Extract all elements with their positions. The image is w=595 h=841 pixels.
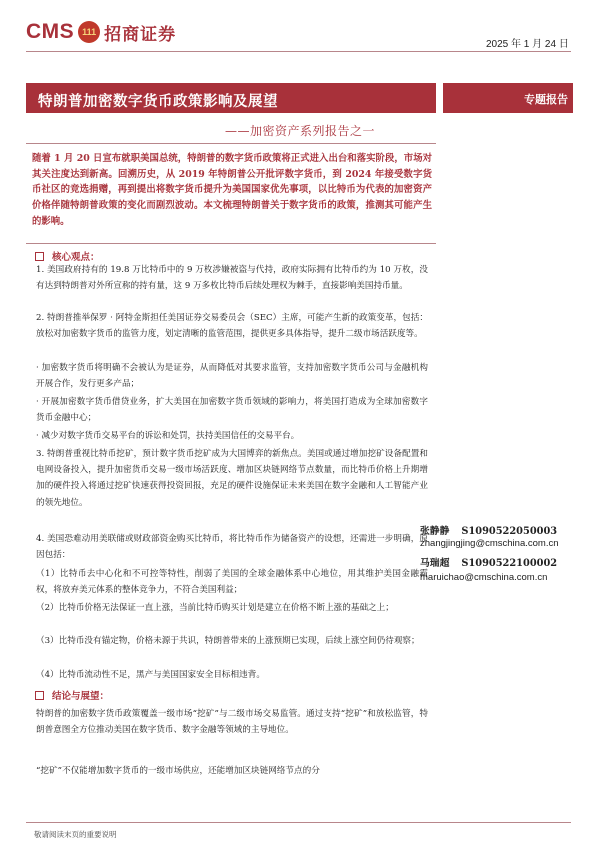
logo-badge-icon bbox=[78, 21, 100, 43]
author-1-name: 张静静 bbox=[420, 526, 450, 537]
company-logo bbox=[26, 17, 176, 47]
outlook-heading bbox=[35, 688, 109, 702]
author-1-email[interactable]: zhangjingjing@cmschina.com.cn bbox=[420, 538, 559, 549]
header-divider bbox=[26, 51, 571, 52]
report-title: 特朗普加密数字货币政策影响及展望 bbox=[38, 93, 278, 110]
point-2-bullet-1: · 加密数字货币将明确不会被认为是证券，从而降低对其要求监管，支持加密数字货币公司与金融机构开展合作，发行更多产品； bbox=[36, 363, 428, 390]
title-banner bbox=[26, 83, 436, 113]
square-bullet-icon bbox=[35, 691, 44, 700]
author-2-name: 马瑞超 bbox=[420, 558, 450, 569]
core-points-heading bbox=[35, 249, 100, 263]
logo-cms-text: CMS bbox=[26, 20, 75, 43]
outlook-paragraph-1: 特朗普的加密数字货币政策覆盖一级市场“挖矿”与二级市场交易监管。通过支持“挖矿”和放松监管，特朗普意图全方位推动美国在数字货币、数字金融等领域的主导地位。 bbox=[36, 709, 428, 736]
author-1 bbox=[420, 523, 569, 537]
point-2-bullet-3: · 减少对数字货币交易平台的诉讼和处罚，扶持美国信任的交易平台。 bbox=[36, 431, 300, 441]
point-4-reason-2: （2）比特币价格无法保证一直上涨，当前比特币购买计划是建立在价格不断上涨的基础之上； bbox=[36, 603, 394, 613]
author-1-id: S1090522050003 bbox=[461, 526, 558, 537]
report-type-label: 专题报告 bbox=[524, 93, 568, 106]
subtitle-divider bbox=[26, 143, 436, 144]
point-3: 3. 特朗普重视比特币挖矿，预计数字货币挖矿成为大国博弈的新焦点。美国或通过增加挖矿设备配置和电网设备投入，提升加密货币交易一级市场活跃度、增加区块链网络节点数量，而比特币价格上升期增加的硬件投入将通过挖矿快速获得投资回报，充足的硬件设施保证未来美国在数字金融和人工智能产业的领先地位。 bbox=[36, 449, 428, 508]
summary-paragraph: 随着 1 月 20 日宣布就职美国总统，特朗普的数字货币政策将正式进入出台和落实阶段，市场对其关注度达到新高。回溯历史，从 2019 年特朗普公开批评数字货币，到 2024 年接受数字货币社区的竞选捐赠，再到提出将数字货币提升为美国国家优先事项，以比特币为代表的加密资产价格伴随特朗普政策的变化而剧烈波动。本文梳理特朗普关于数字货币的政策，推测其可能产生的影响。 bbox=[32, 153, 432, 227]
point-4-reason-4: （4）比特币流动性不足，黑产与美国国家安全目标相违背。 bbox=[36, 670, 265, 680]
point-2-bullet-2: · 开展加密数字货币借贷业务，扩大美国在加密数字货币领域的影响力，将美国打造成为全球加密数字货币金融中心； bbox=[36, 397, 428, 424]
point-4-reason-3: （3）比特币没有锚定物，价格未源于共识，特朗普带来的上涨预期已实现，后续上涨空间仍待观察； bbox=[36, 636, 420, 646]
point-1: 1. 美国政府持有的 19.8 万比特币中的 9 万枚涉嫌被盗与代持，政府实际拥有比特币约为 10 万枚，没有达到特朗普对外所宣称的持有量，这 9 万多枚比特币后续处理权为棘手，直接影响美国持币量。 bbox=[36, 265, 428, 292]
outlook-title: 结论与展望： bbox=[52, 691, 110, 702]
point-2: 2. 特朗普推举保罗 · 阿特金斯担任美国证券交易委员会（SEC）主席，可能产生新的政策变革，包括：放松对加密数字货币的监管力度，划定清晰的监管范围，提供更多具体指导，提升二级市场活跃度等。 bbox=[36, 313, 428, 340]
report-subtitle: ——加密资产系列报告之一 bbox=[225, 124, 376, 138]
logo-badge-text: 111 bbox=[82, 27, 97, 37]
footer-disclaimer: 敬请阅读末页的重要说明 bbox=[34, 830, 117, 839]
square-bullet-icon bbox=[35, 252, 44, 261]
report-type-banner bbox=[443, 83, 573, 113]
author-2-email[interactable]: maruichao@cmschina.com.cn bbox=[420, 572, 548, 583]
point-4-reason-1: （1）比特币去中心化和不可控等特性，削弱了美国的全球金融体系中心地位，用其维护美国金融霸权，将放弃美元体系的整体竞争力，不符合美国利益； bbox=[36, 569, 428, 596]
author-2 bbox=[420, 555, 569, 569]
core-points-title: 核心观点： bbox=[52, 252, 100, 263]
footer-divider bbox=[26, 822, 571, 823]
summary-divider bbox=[26, 243, 436, 244]
author-2-id: S1090522100002 bbox=[461, 558, 558, 569]
outlook-paragraph-2: “挖矿”不仅能增加数字货币的一级市场供应，还能增加区块链网络节点的分 bbox=[36, 766, 320, 776]
point-4: 4. 美国恐难动用美联储或财政部资金购买比特币，将比特币作为储备资产的设想，还需进一步明确，原因包括： bbox=[36, 534, 428, 561]
logo-chinese-name: 招商证券 bbox=[104, 24, 177, 45]
report-date: 2025 年 1 月 24 日 bbox=[486, 39, 569, 50]
